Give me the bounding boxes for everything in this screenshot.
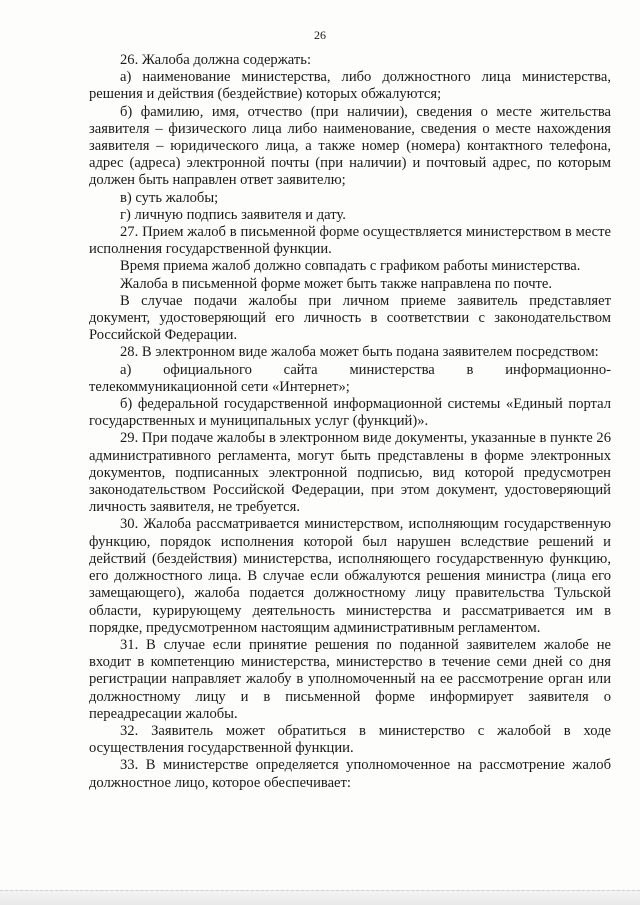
paragraph-26b: б) фамилию, имя, отчество (при наличии), сведения о месте жительства заявителя – физического лица либо наименование, сведения о месте нахождения заявителя – юридического лица, а также номер (номера) контактного телефона, адрес (адреса) электронной почты (при наличии) и почтовый адрес, по которым должен быть направлен ответ заявителю; [89,103,611,189]
paragraph-27-mail: Жалоба в письменной форме может быть также направлена по почте. [120,275,553,292]
paragraph-32: 32. Заявитель может обратиться в министерство с жалобой в ходе осуществления государственной функции. [89,722,611,757]
paragraph-26g: г) личную подпись заявителя и дату. [120,206,346,223]
paragraph-27: 27. Прием жалоб в письменной форме осуществляется министерством в месте исполнения государственной функции. [89,224,611,258]
paragraph-28a: а) официального сайта министерства в информационно-телекоммуникационной сети «Интернет»; [89,361,611,395]
paragraph-27-personal: В случае подачи жалобы при личном приеме заявитель представляет документ, удостоверяющий его личность в соответствии с законодательством Российской Федерации. [89,292,611,344]
paragraph-26-heading: 26. Жалоба должна содержать: [120,52,311,68]
paragraph-30: 30. Жалоба рассматривается министерством, исполняющим государственную функцию, порядок исполнения которой был нарушен вследствие решений и действий (бездействия) министерства, исполняющего государственную функцию, его должностного лица. В случае если обжалуются решения министра (лица его замещающего), жалоба подается должностному лицу правительства Тульской области, курирующему деятельность министерства и рассматривается им в порядке, предусмотренном настоящим административным регламентом. [89,516,611,636]
document-body [89,52,611,792]
paragraph-26v: в) суть жалобы; [120,189,219,206]
paragraph-29: 29. При подаче жалобы в электронном виде документы, указанные в пункте 26 административного регламента, могут быть представлены в форме электронных документов, подписанных электронной подписью, вид которой предусмотрен законодательством Российской Федерации, при этом документ, удостоверяющий личность заявителя, не требуется. [89,430,611,516]
paragraph-26a: а) наименование министерства, либо должностного лица министерства, решения и действия (бездействие) которых обжалуются; [89,69,611,103]
paragraph-28: 28. В электронном виде жалоба может быть подана заявителем посредством: [120,344,599,361]
scan-bottom-edge [0,890,640,905]
page-number: 26 [314,28,326,42]
paragraph-28b: б) федеральной государственной информационной системы «Единый портал государственных и муниципальных услуг (функций)». [89,396,611,430]
paragraph-27-schedule: Время приема жалоб должно совпадать с графиком работы министерства. [120,258,581,275]
paragraph-31: 31. В случае если принятие решения по поданной заявителем жалобе не входит в компетенцию министерства, министерство в течение семи дней со дня регистрации направляет жалобу в уполномоченный на ее рассмотрение орган или должностному лицу и в письменной форме информирует заявителя о переадресации жалобы. [89,636,611,722]
paragraph-33: 33. В министерстве определяется уполномоченное на рассмотрение жалоб должностное лицо, которое обеспечивает: [89,757,611,791]
